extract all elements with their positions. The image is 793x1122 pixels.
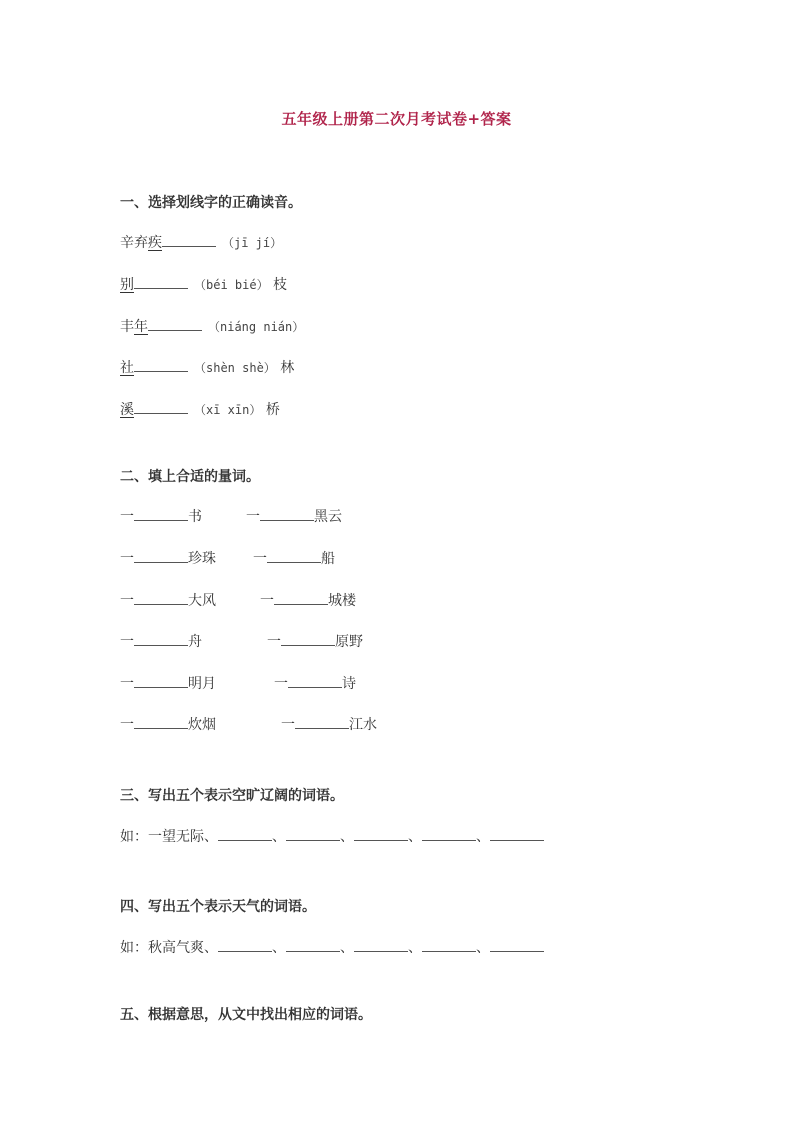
measure-word-left-4 [120,631,202,651]
prefix-one: 一 [260,593,274,609]
prefix-one: 一 [253,551,267,567]
example-word: 如：一望无际、 [120,829,218,845]
answer-blank[interactable] [354,937,408,952]
measure-word-left-5 [120,673,216,693]
measure-word-right-6 [281,714,377,734]
answer-blank[interactable] [274,590,328,605]
answer-blank[interactable] [134,714,188,729]
prefix-one: 一 [120,593,134,609]
noun: 诗 [342,676,356,692]
answer-blank[interactable] [134,548,188,563]
noun: 珍珠 [188,551,216,567]
answer-blank[interactable] [281,631,335,646]
item-post: 桥 [265,402,280,418]
noun: 大风 [188,593,216,609]
separator: 、 [408,829,422,845]
item-pre: 丰 [120,319,134,335]
underlined-char: 别 [120,277,134,293]
separator: 、 [272,829,286,845]
noun: 炊烟 [188,717,216,733]
measure-word-left-2 [120,548,216,568]
underlined-char: 社 [120,360,134,376]
measure-word-left-1 [120,506,202,526]
item-post: 枝 [273,277,288,293]
answer-blank[interactable] [295,714,349,729]
measure-word-right-1 [246,506,342,526]
pinyin-options: （béi bié） [194,278,269,292]
measure-word-left-6 [120,714,216,734]
separator: 、 [340,940,354,956]
answer-blank[interactable] [260,506,314,521]
answer-blank[interactable] [134,673,188,688]
pronunciation-item-3 [120,316,304,336]
pinyin-options: （niáng nián） [208,320,305,334]
measure-word-right-2 [253,548,335,568]
answer-blank[interactable] [286,826,340,841]
measure-word-right-5 [274,673,356,693]
separator: 、 [408,940,422,956]
prefix-one: 一 [267,634,281,650]
noun: 黑云 [314,509,342,525]
section-4-heading: 四、写出五个表示天气的词语。 [120,899,316,915]
separator: 、 [476,829,490,845]
answer-blank[interactable] [134,399,188,414]
answer-blank[interactable] [422,826,476,841]
pronunciation-item-5 [120,399,280,419]
answer-blank[interactable] [148,316,202,331]
answer-blank[interactable] [490,937,544,952]
prefix-one: 一 [246,509,260,525]
answer-blank[interactable] [134,357,188,372]
answer-blank[interactable] [286,937,340,952]
pronunciation-item-1 [120,232,282,252]
prefix-one: 一 [120,676,134,692]
item-post: 林 [280,360,295,376]
answer-blank[interactable] [354,826,408,841]
underlined-char: 年 [134,319,148,335]
section-2-heading: 二、填上合适的量词。 [120,469,260,485]
answer-blank[interactable] [162,232,216,247]
answer-blank[interactable] [134,274,188,289]
example-word: 如：秋高气爽、 [120,940,218,956]
pronunciation-item-2 [120,274,287,294]
section-3-answer-line [120,826,544,846]
separator: 、 [272,940,286,956]
noun: 明月 [188,676,216,692]
answer-blank[interactable] [288,673,342,688]
noun: 江水 [349,717,377,733]
answer-blank[interactable] [134,631,188,646]
answer-blank[interactable] [490,826,544,841]
section-5-heading: 五、根据意思，从文中找出相应的词语。 [120,1007,372,1023]
prefix-one: 一 [281,717,295,733]
prefix-one: 一 [120,717,134,733]
answer-blank[interactable] [422,937,476,952]
noun: 原野 [335,634,363,650]
underlined-char: 溪 [120,402,134,418]
pronunciation-item-4 [120,357,294,377]
section-3-heading: 三、写出五个表示空旷辽阔的词语。 [120,788,344,804]
separator: 、 [340,829,354,845]
answer-blank[interactable] [218,937,272,952]
measure-word-right-4 [267,631,363,651]
pinyin-options: （xī xīn） [194,403,262,417]
separator: 、 [476,940,490,956]
prefix-one: 一 [120,551,134,567]
section-1-heading: 一、选择划线字的正确读音。 [120,195,302,211]
answer-blank[interactable] [134,506,188,521]
underlined-char: 疾 [148,235,162,251]
prefix-one: 一 [120,509,134,525]
prefix-one: 一 [274,676,288,692]
noun: 船 [321,551,335,567]
page-title: 五年级上册第二次月考试卷+答案 [281,110,512,128]
pinyin-options: （jī jí） [222,236,283,250]
pinyin-options: （shèn shè） [194,361,276,375]
noun: 书 [188,509,202,525]
prefix-one: 一 [120,634,134,650]
noun: 舟 [188,634,202,650]
answer-blank[interactable] [134,590,188,605]
measure-word-right-3 [260,590,356,610]
item-pre: 辛弃 [120,235,148,251]
noun: 城楼 [328,593,356,609]
measure-word-left-3 [120,590,216,610]
section-4-answer-line [120,937,544,957]
answer-blank[interactable] [218,826,272,841]
answer-blank[interactable] [267,548,321,563]
